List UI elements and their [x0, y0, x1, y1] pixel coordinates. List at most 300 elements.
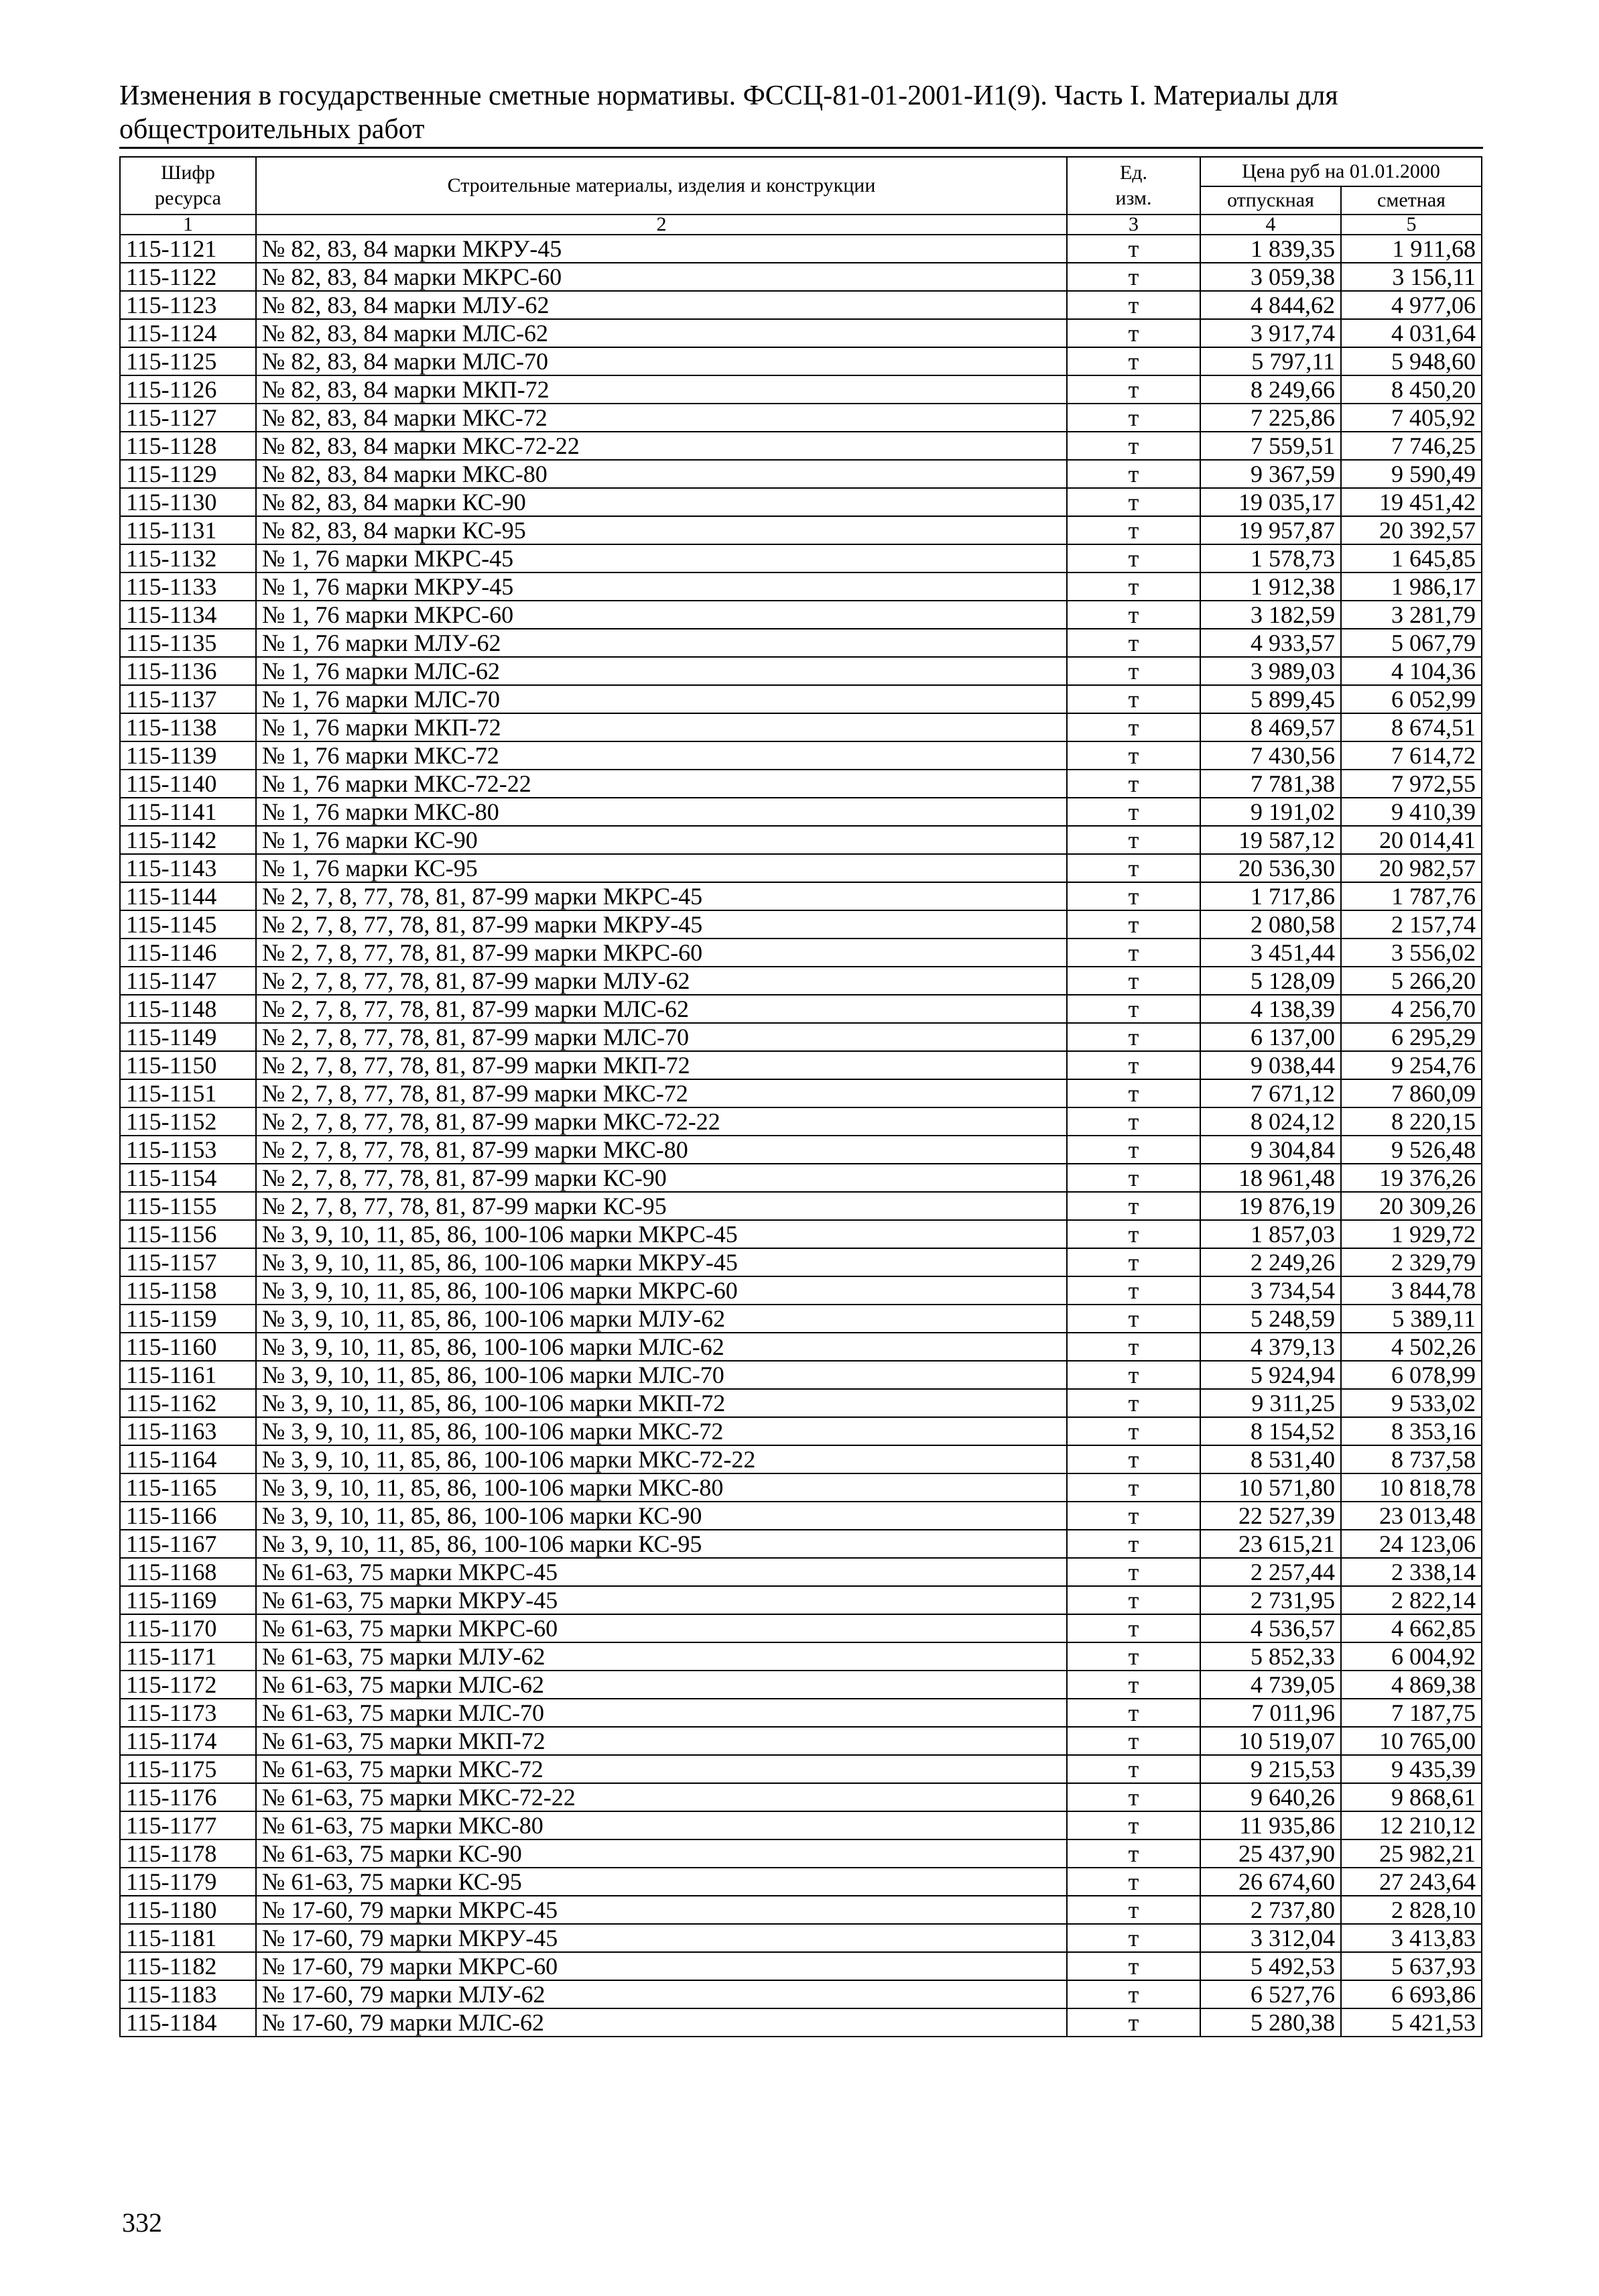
row-release-price: 5 852,33: [1200, 1642, 1341, 1671]
row-estimate-price: 8 674,51: [1341, 713, 1482, 741]
row-code: 115-1156: [120, 1220, 256, 1248]
row-code: 115-1183: [120, 1980, 256, 2008]
row-unit: т: [1067, 1811, 1200, 1839]
header-estimate-price: сметная: [1341, 186, 1482, 215]
row-name: № 3, 9, 10, 11, 85, 86, 100-106 марки КС-95: [256, 1530, 1067, 1558]
row-unit: т: [1067, 1107, 1200, 1136]
row-release-price: 9 191,02: [1200, 798, 1341, 826]
row-estimate-price: 4 256,70: [1341, 995, 1482, 1023]
row-unit: т: [1067, 291, 1200, 319]
title-divider: [119, 147, 1483, 149]
table-row: [120, 967, 1482, 995]
price-table: [119, 156, 1482, 2037]
row-unit: т: [1067, 1051, 1200, 1079]
row-unit: т: [1067, 263, 1200, 291]
row-estimate-price: 5 389,11: [1341, 1305, 1482, 1333]
row-unit: т: [1067, 1727, 1200, 1755]
row-estimate-price: 4 104,36: [1341, 657, 1482, 685]
row-estimate-price: 27 243,64: [1341, 1868, 1482, 1896]
table-row: [120, 741, 1482, 770]
row-unit: т: [1067, 1305, 1200, 1333]
row-release-price: 5 280,38: [1200, 2008, 1341, 2037]
row-estimate-price: 9 254,76: [1341, 1051, 1482, 1079]
row-code: 115-1145: [120, 910, 256, 939]
row-estimate-price: 10 765,00: [1341, 1727, 1482, 1755]
row-code: 115-1126: [120, 375, 256, 404]
row-code: 115-1144: [120, 882, 256, 910]
row-name: № 1, 76 марки МКРУ-45: [256, 572, 1067, 601]
row-code: 115-1125: [120, 347, 256, 375]
row-code: 115-1124: [120, 319, 256, 347]
row-unit: т: [1067, 939, 1200, 967]
row-estimate-price: 6 078,99: [1341, 1361, 1482, 1389]
row-code: 115-1155: [120, 1192, 256, 1220]
table-row: [120, 629, 1482, 657]
row-unit: т: [1067, 572, 1200, 601]
row-code: 115-1179: [120, 1868, 256, 1896]
row-code: 115-1122: [120, 263, 256, 291]
header-unit: [1067, 157, 1200, 215]
row-code: 115-1184: [120, 2008, 256, 2037]
row-estimate-price: 9 590,49: [1341, 460, 1482, 488]
row-name: № 61-63, 75 марки МЛУ-62: [256, 1642, 1067, 1671]
table-row: [120, 460, 1482, 488]
row-name: № 61-63, 75 марки МКП-72: [256, 1727, 1067, 1755]
row-unit: т: [1067, 1671, 1200, 1699]
row-release-price: 20 536,30: [1200, 854, 1341, 882]
page-number: 332: [122, 2208, 162, 2238]
row-release-price: 6 137,00: [1200, 1023, 1341, 1051]
row-name: № 82, 83, 84 марки МКРУ-45: [256, 235, 1067, 263]
table-row: [120, 1980, 1482, 2008]
row-code: 115-1131: [120, 516, 256, 544]
row-unit: т: [1067, 1642, 1200, 1671]
row-name: № 2, 7, 8, 77, 78, 81, 87-99 марки МКС-72: [256, 1079, 1067, 1107]
row-unit: т: [1067, 460, 1200, 488]
table-row: [120, 2008, 1482, 2037]
row-name: № 3, 9, 10, 11, 85, 86, 100-106 марки МКС-72-22: [256, 1445, 1067, 1473]
row-name: № 2, 7, 8, 77, 78, 81, 87-99 марки МКРУ-45: [256, 910, 1067, 939]
row-code: 115-1159: [120, 1305, 256, 1333]
row-release-price: 23 615,21: [1200, 1530, 1341, 1558]
row-unit: т: [1067, 1699, 1200, 1727]
row-name: № 3, 9, 10, 11, 85, 86, 100-106 марки МКП-72: [256, 1389, 1067, 1417]
row-release-price: 7 671,12: [1200, 1079, 1341, 1107]
row-estimate-price: 7 972,55: [1341, 770, 1482, 798]
row-code: 115-1142: [120, 826, 256, 854]
row-release-price: 2 737,80: [1200, 1896, 1341, 1924]
table-row: [120, 1305, 1482, 1333]
row-code: 115-1150: [120, 1051, 256, 1079]
document-title-line1: Изменения в государственные сметные нормативы. ФССЦ-81-01-2001-И1(9). Часть I. Материалы для: [119, 80, 1338, 111]
row-code: 115-1175: [120, 1755, 256, 1783]
row-estimate-price: 5 948,60: [1341, 347, 1482, 375]
row-release-price: 4 536,57: [1200, 1614, 1341, 1642]
row-release-price: 3 059,38: [1200, 263, 1341, 291]
row-name: № 1, 76 марки МКС-80: [256, 798, 1067, 826]
row-unit: т: [1067, 1023, 1200, 1051]
row-code: 115-1178: [120, 1839, 256, 1868]
row-name: № 82, 83, 84 марки КС-95: [256, 516, 1067, 544]
row-estimate-price: 12 210,12: [1341, 1811, 1482, 1839]
row-name: № 61-63, 75 марки КС-95: [256, 1868, 1067, 1896]
row-unit: т: [1067, 882, 1200, 910]
row-name: № 82, 83, 84 марки МКС-80: [256, 460, 1067, 488]
row-release-price: 10 519,07: [1200, 1727, 1341, 1755]
row-release-price: 7 225,86: [1200, 404, 1341, 432]
row-release-price: 8 024,12: [1200, 1107, 1341, 1136]
row-unit: т: [1067, 1136, 1200, 1164]
row-name: № 3, 9, 10, 11, 85, 86, 100-106 марки МКРС-60: [256, 1276, 1067, 1305]
row-name: № 1, 76 марки МЛС-62: [256, 657, 1067, 685]
row-code: 115-1130: [120, 488, 256, 516]
row-name: № 1, 76 марки МКП-72: [256, 713, 1067, 741]
row-release-price: 8 469,57: [1200, 713, 1341, 741]
row-release-price: 3 989,03: [1200, 657, 1341, 685]
row-code: 115-1168: [120, 1558, 256, 1586]
row-estimate-price: 20 309,26: [1341, 1192, 1482, 1220]
column-number: 3: [1067, 215, 1200, 235]
table-row: [120, 939, 1482, 967]
row-release-price: 9 215,53: [1200, 1755, 1341, 1783]
table-row: [120, 1558, 1482, 1586]
row-estimate-price: 7 746,25: [1341, 432, 1482, 460]
row-name: № 3, 9, 10, 11, 85, 86, 100-106 марки МЛС-70: [256, 1361, 1067, 1389]
row-estimate-price: 2 157,74: [1341, 910, 1482, 939]
row-release-price: 1 857,03: [1200, 1220, 1341, 1248]
table-row: [120, 1614, 1482, 1642]
row-unit: т: [1067, 1333, 1200, 1361]
table-row: [120, 516, 1482, 544]
row-name: № 3, 9, 10, 11, 85, 86, 100-106 марки МКС-72: [256, 1417, 1067, 1445]
row-name: № 1, 76 марки МЛС-70: [256, 685, 1067, 713]
header-price-group: Цена руб на 01.01.2000: [1200, 157, 1482, 186]
row-name: № 61-63, 75 марки МЛС-70: [256, 1699, 1067, 1727]
row-unit: т: [1067, 601, 1200, 629]
table-row: [120, 882, 1482, 910]
table-row: [120, 854, 1482, 882]
row-unit: т: [1067, 657, 1200, 685]
row-estimate-price: 8 450,20: [1341, 375, 1482, 404]
row-name: № 61-63, 75 марки КС-90: [256, 1839, 1067, 1868]
row-code: 115-1181: [120, 1924, 256, 1952]
row-estimate-price: 7 860,09: [1341, 1079, 1482, 1107]
row-unit: т: [1067, 1614, 1200, 1642]
row-name: № 17-60, 79 марки МКРС-60: [256, 1952, 1067, 1980]
row-estimate-price: 5 067,79: [1341, 629, 1482, 657]
row-name: № 3, 9, 10, 11, 85, 86, 100-106 марки МКС-80: [256, 1473, 1067, 1502]
row-code: 115-1134: [120, 601, 256, 629]
row-release-price: 5 248,59: [1200, 1305, 1341, 1333]
row-release-price: 5 797,11: [1200, 347, 1341, 375]
row-code: 115-1166: [120, 1502, 256, 1530]
row-release-price: 19 957,87: [1200, 516, 1341, 544]
table-row: [120, 1107, 1482, 1136]
row-code: 115-1135: [120, 629, 256, 657]
table-row: [120, 1868, 1482, 1896]
row-estimate-price: 6 052,99: [1341, 685, 1482, 713]
row-unit: т: [1067, 432, 1200, 460]
row-name: № 82, 83, 84 марки МКС-72: [256, 404, 1067, 432]
row-release-price: 10 571,80: [1200, 1473, 1341, 1502]
table-row: [120, 1783, 1482, 1811]
row-release-price: 9 304,84: [1200, 1136, 1341, 1164]
row-code: 115-1137: [120, 685, 256, 713]
row-release-price: 4 739,05: [1200, 1671, 1341, 1699]
row-name: № 17-60, 79 марки МКРС-45: [256, 1896, 1067, 1924]
row-unit: т: [1067, 1079, 1200, 1107]
row-unit: т: [1067, 1220, 1200, 1248]
row-unit: т: [1067, 1924, 1200, 1952]
row-release-price: 3 182,59: [1200, 601, 1341, 629]
row-estimate-price: 6 004,92: [1341, 1642, 1482, 1671]
header-unit-line2: изм.: [1115, 187, 1152, 209]
row-code: 115-1172: [120, 1671, 256, 1699]
table-row: [120, 1445, 1482, 1473]
row-estimate-price: 4 869,38: [1341, 1671, 1482, 1699]
row-code: 115-1136: [120, 657, 256, 685]
table-row: [120, 770, 1482, 798]
row-name: № 82, 83, 84 марки МКП-72: [256, 375, 1067, 404]
row-release-price: 7 781,38: [1200, 770, 1341, 798]
table-row: [120, 1530, 1482, 1558]
row-estimate-price: 6 295,29: [1341, 1023, 1482, 1051]
document-title-line2: общестроительных работ: [119, 114, 425, 145]
row-code: 115-1164: [120, 1445, 256, 1473]
table-row: [120, 1248, 1482, 1276]
row-code: 115-1141: [120, 798, 256, 826]
row-name: № 1, 76 марки КС-90: [256, 826, 1067, 854]
row-code: 115-1121: [120, 235, 256, 263]
row-code: 115-1146: [120, 939, 256, 967]
row-unit: т: [1067, 1755, 1200, 1783]
table-row: [120, 1839, 1482, 1868]
row-code: 115-1182: [120, 1952, 256, 1980]
row-estimate-price: 8 353,16: [1341, 1417, 1482, 1445]
row-unit: т: [1067, 713, 1200, 741]
table-row: [120, 1389, 1482, 1417]
row-unit: т: [1067, 235, 1200, 263]
row-estimate-price: 20 392,57: [1341, 516, 1482, 544]
row-unit: т: [1067, 488, 1200, 516]
table-row: [120, 432, 1482, 460]
row-estimate-price: 2 338,14: [1341, 1558, 1482, 1586]
table-row: [120, 1333, 1482, 1361]
row-estimate-price: 19 376,26: [1341, 1164, 1482, 1192]
row-release-price: 1 839,35: [1200, 235, 1341, 263]
row-name: № 17-60, 79 марки МКРУ-45: [256, 1924, 1067, 1952]
table-row: [120, 1473, 1482, 1502]
row-unit: т: [1067, 1389, 1200, 1417]
row-unit: т: [1067, 1586, 1200, 1614]
row-estimate-price: 24 123,06: [1341, 1530, 1482, 1558]
table-row: [120, 657, 1482, 685]
row-release-price: 7 430,56: [1200, 741, 1341, 770]
table-row: [120, 798, 1482, 826]
table-row: [120, 1051, 1482, 1079]
row-release-price: 2 257,44: [1200, 1558, 1341, 1586]
row-code: 115-1143: [120, 854, 256, 882]
row-unit: т: [1067, 1248, 1200, 1276]
row-name: № 61-63, 75 марки МКС-72-22: [256, 1783, 1067, 1811]
row-release-price: 9 038,44: [1200, 1051, 1341, 1079]
row-code: 115-1176: [120, 1783, 256, 1811]
row-unit: т: [1067, 1530, 1200, 1558]
row-name: № 1, 76 марки МЛУ-62: [256, 629, 1067, 657]
row-estimate-price: 20 982,57: [1341, 854, 1482, 882]
row-code: 115-1153: [120, 1136, 256, 1164]
row-name: № 3, 9, 10, 11, 85, 86, 100-106 марки МКРС-45: [256, 1220, 1067, 1248]
row-estimate-price: 9 410,39: [1341, 798, 1482, 826]
row-estimate-price: 1 911,68: [1341, 235, 1482, 263]
table-row: [120, 1192, 1482, 1220]
row-code: 115-1173: [120, 1699, 256, 1727]
table-row: [120, 235, 1482, 263]
row-name: № 82, 83, 84 марки МЛС-70: [256, 347, 1067, 375]
row-release-price: 3 734,54: [1200, 1276, 1341, 1305]
row-name: № 1, 76 марки МКРС-60: [256, 601, 1067, 629]
row-release-price: 3 312,04: [1200, 1924, 1341, 1952]
row-code: 115-1133: [120, 572, 256, 601]
table-row: [120, 1136, 1482, 1164]
row-name: № 3, 9, 10, 11, 85, 86, 100-106 марки МЛУ-62: [256, 1305, 1067, 1333]
row-release-price: 2 249,26: [1200, 1248, 1341, 1276]
table-row: [120, 1952, 1482, 1980]
row-unit: т: [1067, 1445, 1200, 1473]
row-release-price: 26 674,60: [1200, 1868, 1341, 1896]
row-name: № 61-63, 75 марки МКРУ-45: [256, 1586, 1067, 1614]
row-release-price: 18 961,48: [1200, 1164, 1341, 1192]
row-estimate-price: 6 693,86: [1341, 1980, 1482, 2008]
row-estimate-price: 5 421,53: [1341, 2008, 1482, 2037]
row-code: 115-1151: [120, 1079, 256, 1107]
table-row: [120, 713, 1482, 741]
row-code: 115-1149: [120, 1023, 256, 1051]
row-release-price: 8 531,40: [1200, 1445, 1341, 1473]
row-release-price: 9 640,26: [1200, 1783, 1341, 1811]
row-name: № 2, 7, 8, 77, 78, 81, 87-99 марки МКС-80: [256, 1136, 1067, 1164]
row-estimate-price: 8 220,15: [1341, 1107, 1482, 1136]
table-row: [120, 1642, 1482, 1671]
row-unit: т: [1067, 1276, 1200, 1305]
column-number: 4: [1200, 215, 1341, 235]
row-code: 115-1165: [120, 1473, 256, 1502]
row-unit: т: [1067, 854, 1200, 882]
row-estimate-price: 9 533,02: [1341, 1389, 1482, 1417]
row-release-price: 6 527,76: [1200, 1980, 1341, 2008]
row-unit: т: [1067, 995, 1200, 1023]
table-row: [120, 1079, 1482, 1107]
row-name: № 82, 83, 84 марки КС-90: [256, 488, 1067, 516]
row-unit: т: [1067, 770, 1200, 798]
row-code: 115-1128: [120, 432, 256, 460]
table-row: [120, 347, 1482, 375]
header-code-line1: Шифр: [161, 162, 215, 184]
table-row: [120, 995, 1482, 1023]
row-estimate-price: 4 502,26: [1341, 1333, 1482, 1361]
row-release-price: 4 844,62: [1200, 291, 1341, 319]
table-row: [120, 1699, 1482, 1727]
row-name: № 82, 83, 84 марки МКС-72-22: [256, 432, 1067, 460]
row-unit: т: [1067, 1473, 1200, 1502]
row-release-price: 2 731,95: [1200, 1586, 1341, 1614]
row-unit: т: [1067, 826, 1200, 854]
row-unit: т: [1067, 1502, 1200, 1530]
row-code: 115-1132: [120, 544, 256, 572]
row-release-price: 3 917,74: [1200, 319, 1341, 347]
table-row: [120, 1502, 1482, 1530]
row-estimate-price: 20 014,41: [1341, 826, 1482, 854]
row-name: № 2, 7, 8, 77, 78, 81, 87-99 марки МКРС-45: [256, 882, 1067, 910]
row-estimate-price: 4 977,06: [1341, 291, 1482, 319]
row-estimate-price: 3 844,78: [1341, 1276, 1482, 1305]
row-unit: т: [1067, 544, 1200, 572]
row-release-price: 8 154,52: [1200, 1417, 1341, 1445]
row-code: 115-1157: [120, 1248, 256, 1276]
row-release-price: 2 080,58: [1200, 910, 1341, 939]
row-estimate-price: 1 787,76: [1341, 882, 1482, 910]
header-code: [120, 157, 256, 215]
row-name: № 2, 7, 8, 77, 78, 81, 87-99 марки МЛС-70: [256, 1023, 1067, 1051]
row-code: 115-1138: [120, 713, 256, 741]
row-release-price: 8 249,66: [1200, 375, 1341, 404]
table-row: [120, 1924, 1482, 1952]
row-estimate-price: 3 281,79: [1341, 601, 1482, 629]
row-code: 115-1161: [120, 1361, 256, 1389]
header-unit-line1: Ед.: [1119, 162, 1148, 184]
row-name: № 3, 9, 10, 11, 85, 86, 100-106 марки МЛС-62: [256, 1333, 1067, 1361]
row-code: 115-1169: [120, 1586, 256, 1614]
row-estimate-price: 7 187,75: [1341, 1699, 1482, 1727]
row-name: № 2, 7, 8, 77, 78, 81, 87-99 марки КС-95: [256, 1192, 1067, 1220]
row-release-price: 1 578,73: [1200, 544, 1341, 572]
row-name: № 61-63, 75 марки МКС-72: [256, 1755, 1067, 1783]
row-release-price: 4 933,57: [1200, 629, 1341, 657]
row-estimate-price: 3 156,11: [1341, 263, 1482, 291]
header-code-line2: ресурса: [155, 187, 221, 209]
row-name: № 82, 83, 84 марки МКРС-60: [256, 263, 1067, 291]
table-row: [120, 291, 1482, 319]
row-release-price: 5 924,94: [1200, 1361, 1341, 1389]
row-estimate-price: 23 013,48: [1341, 1502, 1482, 1530]
table-row: [120, 1755, 1482, 1783]
row-release-price: 4 379,13: [1200, 1333, 1341, 1361]
row-release-price: 7 559,51: [1200, 432, 1341, 460]
row-name: № 2, 7, 8, 77, 78, 81, 87-99 марки МКС-72-22: [256, 1107, 1067, 1136]
column-number: 1: [120, 215, 256, 235]
row-code: 115-1174: [120, 1727, 256, 1755]
table-row: [120, 544, 1482, 572]
table-row: [120, 910, 1482, 939]
row-release-price: 7 011,96: [1200, 1699, 1341, 1727]
row-estimate-price: 2 329,79: [1341, 1248, 1482, 1276]
table-row: [120, 1220, 1482, 1248]
row-release-price: 11 935,86: [1200, 1811, 1341, 1839]
row-name: № 3, 9, 10, 11, 85, 86, 100-106 марки КС-90: [256, 1502, 1067, 1530]
row-estimate-price: 1 645,85: [1341, 544, 1482, 572]
row-code: 115-1167: [120, 1530, 256, 1558]
row-estimate-price: 10 818,78: [1341, 1473, 1482, 1502]
row-name: № 61-63, 75 марки МКС-80: [256, 1811, 1067, 1839]
row-estimate-price: 1 929,72: [1341, 1220, 1482, 1248]
table-row: [120, 1727, 1482, 1755]
row-name: № 61-63, 75 марки МКРС-60: [256, 1614, 1067, 1642]
row-code: 115-1147: [120, 967, 256, 995]
row-estimate-price: 7 405,92: [1341, 404, 1482, 432]
row-unit: т: [1067, 347, 1200, 375]
table-body: [120, 235, 1482, 2037]
row-estimate-price: 7 614,72: [1341, 741, 1482, 770]
